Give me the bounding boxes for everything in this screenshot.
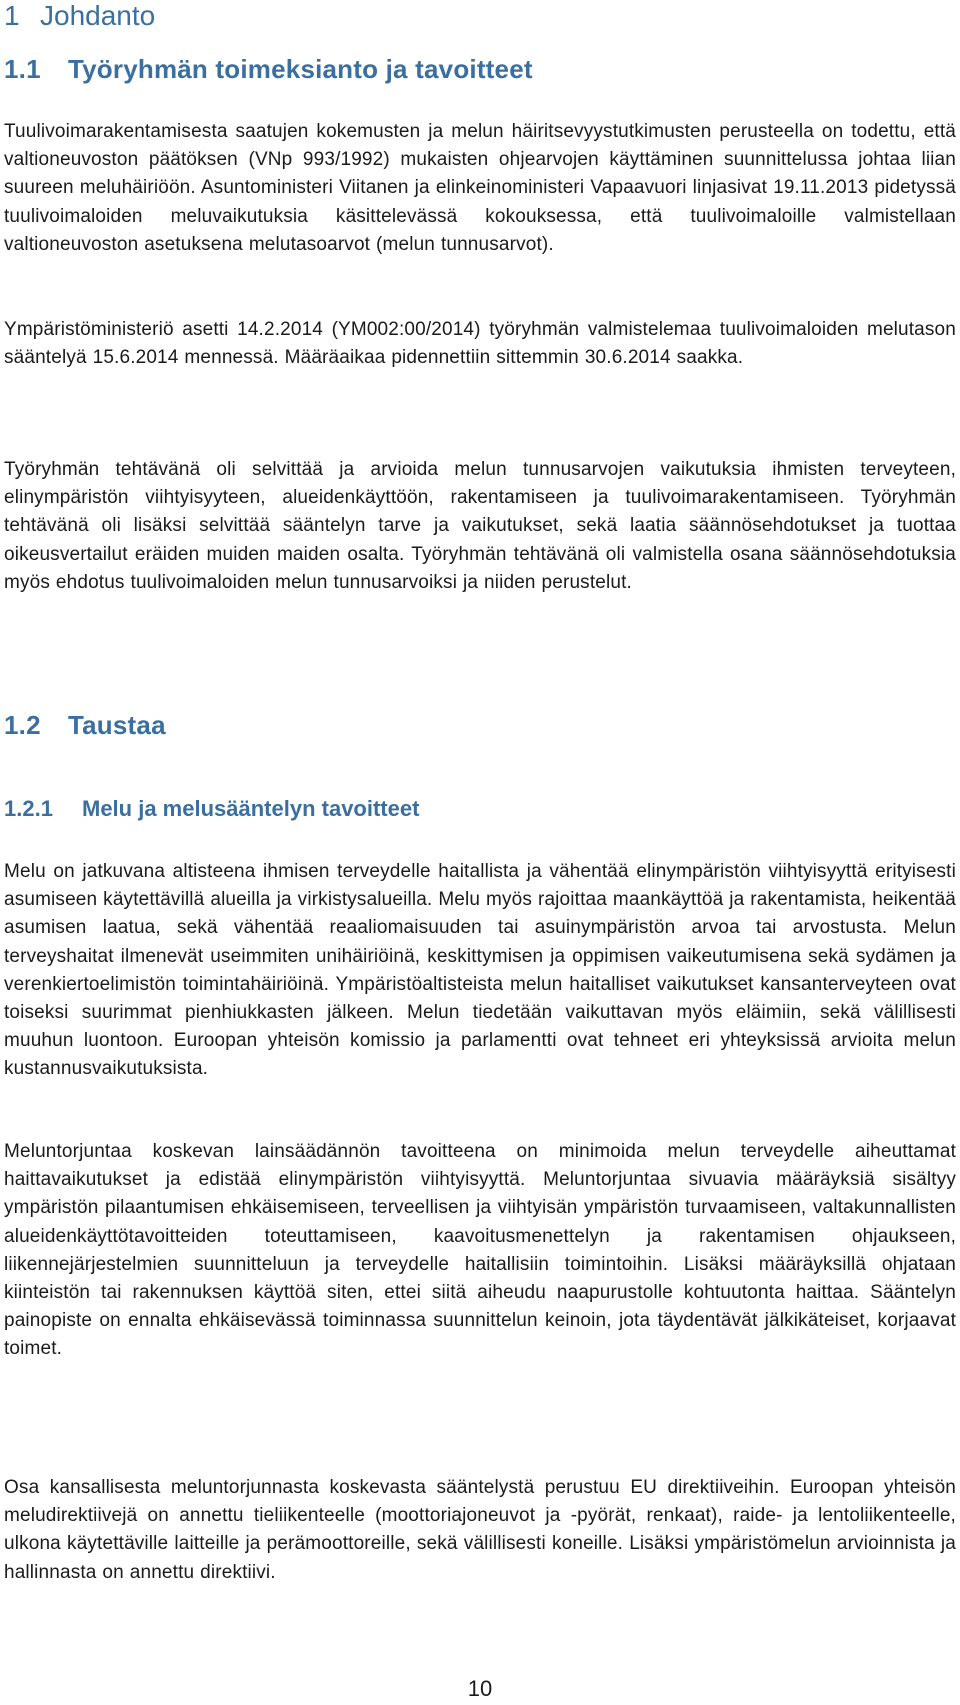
section-1-2-1-number: 1.2.1 [4, 796, 53, 821]
section-1-1-number: 1.1 [4, 54, 41, 84]
paragraph-1-2-1-b: Meluntorjuntaa koskevan lainsäädännön tavoitteena on minimoida melun terveydelle aiheuttamat haittavaikutukset ja edistää elinympäristön viihtyisyyttä. Meluntorjuntaa sivuavia määräyksiä sisältyy ympäristön pilaantumisen ehkäisemiseen, terveellisen ja viihtyisän ympäristön turvaamiseen, valtakunnallisten alueidenkäyttötavoitteiden toteuttamiseen, kaavoitusmenettelyn ja rakentamisen ohjaukseen, liikennejärjestelmien suunnitteluun ja terveydelle haitallisiin toimintoihin. Lisäksi määräyksillä ohjataan kiinteistön tai rakennuksen käyttöä siten, ettei siitä aiheudu naapurustolle kohtuutonta haittaa. Sääntelyn painopiste on ennalta ehkäisevässä toiminnassa suunnittelun keinoin, jota täydentävät jälkikäteiset, korjaavat toimet. [4, 1141, 956, 1360]
paragraph-1-2-1-a: Melu on jatkuvana altisteena ihmisen terveydelle haitallista ja vähentää elinympäristön viihtyisyyttä erityisesti asumiseen käytettävillä alueilla ja virkistysalueilla. Melu myös rajoittaa maankäyttöä ja rakentamista, heikentää asumisen laatua, sekä vähentää reaaliomaisuuden tai asuinympäristön arvoa tai arvostusta. Melun terveyshaitat ilmenevät useimmiten unihäiriöinä, keskittymisen ja oppimisen vaikeutumisena sekä sydämen ja verenkiertoelimistön toimintahäiriöinä. Ympäristöaltisteista melun haitalliset vaikutukset kansanterveyteen ovat toiseksi suurimmat pienhiukkasten jälkeen. Melun tiedetään vaikuttavan myös eläimiin, sekä välillisesti muuhun luontoon. Euroopan yhteisön komissio ja parlamentti ovat tehneet eri yhteyksissä arvioita melun kustannusvaikutuksista. [4, 861, 956, 1080]
paragraph-1-1-a: Tuulivoimarakentamisesta saatujen kokemusten ja melun häiritsevyystutkimusten perusteella on todettu, että valtioneuvoston päätöksen (VNp 993/1992) mukaisten ohjearvojen käyttäminen suunnittelussa johtaa liian suureen meluhäiriöön. Asuntoministeri Viitanen ja elinkeinoministeri Vapaavuori linjasivat 19.11.2013 pidetyssä tuulivoimaloiden meluvaikutuksia käsittelevässä kokouksessa, että tuulivoimaloille valmistellaan valtioneuvoston asetuksena melutasoarvot (melun tunnusarvot). [4, 121, 956, 255]
section-1-1-heading [4, 54, 533, 85]
section-1-2-title: Taustaa [68, 710, 166, 740]
page-number: 10 [467, 1676, 493, 1701]
section-1-1-title: Työryhmän toimeksianto ja tavoitteet [68, 54, 533, 84]
section-1-2-number: 1.2 [4, 710, 41, 740]
heading-1-number: 1 [4, 0, 20, 31]
heading-1-title: Johdanto [40, 0, 156, 31]
heading-1 [4, 0, 155, 32]
paragraph-1-2-1-c: Osa kansallisesta meluntorjunnasta koskevasta sääntelystä perustuu EU direktiiveihin. Euroopan yhteisön meludirektiivejä on annettu tieliikenteelle (moottoriajoneuvot ja -pyörät, renkaat), raide- ja lentoliikenteelle, ulkona käytettäville laitteille ja perämoottoreille, sekä välillisesti koneille. Lisäksi ympäristömelun arvioinnista ja hallinnasta on annettu direktiivi. [4, 1477, 956, 1583]
section-1-2-1-title: Melu ja melusääntelyn tavoitteet [82, 796, 420, 821]
section-1-2-heading [4, 710, 166, 741]
paragraph-1-1-c: Työryhmän tehtävänä oli selvittää ja arvioida melun tunnusarvojen vaikutuksia ihmisten terveyteen, elinympäristön viihtyisyyteen, alueidenkäyttöön, rakentamiseen ja tuulivoimarakentamiseen. Työryhmän tehtävänä oli lisäksi selvittää sääntelyn tarve ja vaikutukset, sekä laatia säännösehdotukset ja tuottaa oikeusvertailut eräiden muiden maiden osalta. Työryhmän tehtävänä oli valmistella osana säännösehdotuksia myös ehdotus tuulivoimaloiden melun tunnusarvoiksi ja niiden perustelut. [4, 459, 956, 593]
section-1-2-1-heading [4, 796, 419, 822]
paragraph-1-1-b: Ympäristöministeriö asetti 14.2.2014 (YM002:00/2014) työryhmän valmistelemaa tuulivoimaloiden melutason sääntelyä 15.6.2014 mennessä. Määräaikaa pidennettiin sittemmin 30.6.2014 saakka. [4, 319, 956, 369]
